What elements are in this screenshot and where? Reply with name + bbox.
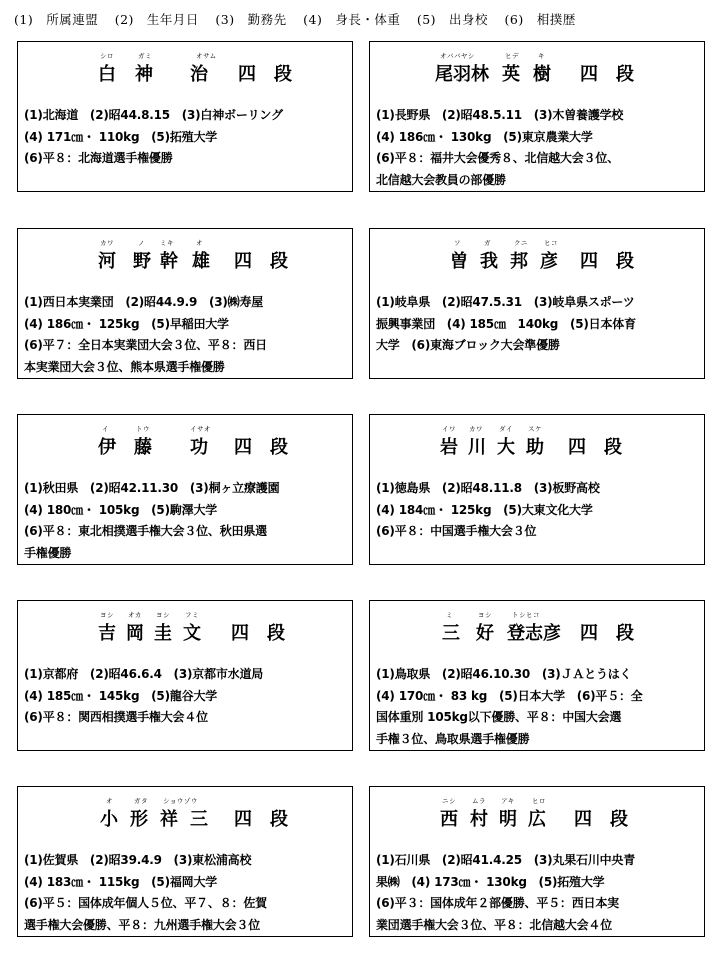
profile-text	[376, 850, 700, 936]
rank: 四 段	[234, 437, 288, 458]
name-char: 白	[98, 64, 116, 85]
profile-line: 国体重別 105kg以下優勝、平８：中国大会選	[376, 710, 622, 725]
legend-item: (5) 出身校	[416, 12, 489, 27]
wrestler-name	[18, 433, 352, 459]
name-char: 河	[98, 251, 116, 272]
furigana-reading: フミ	[185, 611, 199, 619]
rank: 四 段	[234, 251, 288, 272]
legend-item: (1) 所属連盟	[14, 12, 99, 27]
profile-line: (6)平５：国体成年個人５位、平７、８：佐賀	[24, 896, 267, 911]
furigana-reading: オカ	[128, 611, 142, 619]
profile-line: 本実業団大会３位、熊本県選手権優勝	[24, 359, 225, 374]
profile-text	[376, 105, 700, 191]
profile-text	[376, 664, 700, 750]
furigana-reading: カワ	[100, 239, 114, 247]
furigana-reading: ガミ	[138, 52, 152, 60]
profile-line: (1)北海道 (2)昭44.8.15 (3)白神ボーリング	[24, 108, 283, 122]
name-char: 雄	[192, 251, 210, 272]
wrestler-card	[369, 41, 705, 192]
furigana-reading: イ	[102, 425, 109, 433]
legend-item: (2) 生年月日	[114, 12, 199, 27]
profile-line: (6)平８：関西相撲選手権大会４位	[24, 710, 208, 725]
profile-line: (6)平８：東北相撲選手権大会３位、秋田県選	[24, 524, 267, 539]
profile-line: (1)岐阜県 (2)昭47.5.31 (3)岐阜県スポーツ	[376, 295, 635, 309]
name-char: 野	[133, 251, 151, 272]
name-char: 村	[470, 809, 488, 830]
furigana-reading: トシヒコ	[512, 611, 540, 619]
profile-line: (6)平８：中国選手権大会３位	[376, 524, 537, 539]
profile-line: (1)佐賀県 (2)昭39.4.9 (3)東松浦高校	[24, 853, 252, 867]
furigana-reading: キ	[538, 52, 545, 60]
name-char: 小	[100, 809, 118, 830]
furigana-reading: ヨシ	[156, 611, 170, 619]
wrestler-card	[17, 600, 353, 751]
wrestler-name	[370, 619, 704, 645]
profile-line: (6)平３：国体成年２部優勝、平５：西日本実	[376, 896, 619, 911]
wrestler-card	[369, 786, 705, 937]
profile-line: (4) 186㎝・ 125kg (5)早稲田大学	[24, 316, 229, 331]
wrestler-name	[370, 247, 704, 273]
legend-item: (4) 身長・体重	[303, 12, 401, 27]
furigana-reading: ガタ	[134, 797, 148, 805]
wrestler-name	[18, 619, 352, 645]
name-char: 曽	[450, 251, 468, 272]
name-char: 好	[476, 623, 494, 644]
furigana-reading: ニシ	[442, 797, 456, 805]
furigana-reading: ダイ	[499, 425, 513, 433]
name-char: 英	[502, 64, 520, 85]
name-char: 尾羽林	[435, 64, 489, 85]
furigana-reading: アキ	[501, 797, 515, 805]
furigana-reading: ガ	[484, 239, 491, 247]
name-char: 伊	[98, 437, 116, 458]
profile-line: (1)長野県 (2)昭48.5.11 (3)木曽養護学校	[376, 108, 624, 122]
wrestler-name	[18, 805, 352, 831]
profile-line: (4) 183㎝・ 115kg (5)福岡大学	[24, 874, 218, 889]
furigana-reading: ヒデ	[505, 52, 519, 60]
furigana-reading: ヒロ	[532, 797, 546, 805]
rank: 四 段	[568, 437, 622, 458]
field-legend	[14, 10, 704, 28]
furigana-reading: ヒコ	[544, 239, 558, 247]
profile-text	[24, 850, 348, 936]
profile-line: (4) 184㎝・ 125kg (5)大東文化大学	[376, 502, 593, 517]
furigana-reading: トウ	[136, 425, 150, 433]
furigana-reading: オサム	[196, 52, 217, 60]
profile-line: (1)石川県 (2)昭41.4.25 (3)丸果石川中央青	[376, 853, 636, 867]
furigana-reading: ショウゾウ	[163, 797, 198, 805]
furigana-reading: ミキ	[160, 239, 174, 247]
name-char: 治	[190, 64, 208, 85]
wrestler-card	[17, 228, 353, 379]
name-char: 文	[183, 623, 201, 644]
rank: 四 段	[580, 251, 634, 272]
wrestler-card	[17, 786, 353, 937]
profile-line: (6)平８：福井大会優秀８、北信越大会３位、	[376, 151, 619, 166]
profile-line: 大学 (6)東海ブロック大会準優勝	[376, 338, 560, 353]
wrestler-card	[369, 228, 705, 379]
name-char: 川	[468, 437, 486, 458]
name-char: 彦	[540, 251, 558, 272]
name-char: 樹	[533, 64, 551, 85]
name-char: 幹	[160, 251, 178, 272]
profile-line: (4) 170㎝・ 83 kg (5)日本大学 (6)平５：全	[376, 688, 643, 703]
furigana-reading: カワ	[469, 425, 483, 433]
profile-line: (1)京都府 (2)昭46.6.4 (3)京都市水道局	[24, 667, 264, 681]
wrestler-card	[369, 414, 705, 565]
legend-item: (3) 勤務先	[215, 12, 287, 27]
profile-line: (4) 186㎝・ 130kg (5)東京農業大学	[376, 129, 593, 144]
name-char: 我	[480, 251, 498, 272]
wrestler-name	[370, 805, 704, 831]
profile-line: (1)鳥取県 (2)昭46.10.30 (3)ＪＡとうはく	[376, 667, 632, 681]
wrestler-name	[18, 60, 352, 86]
rank: 四 段	[580, 623, 634, 644]
name-char: 功	[190, 437, 208, 458]
furigana-reading: スケ	[528, 425, 542, 433]
furigana-reading: イワ	[442, 425, 456, 433]
profile-line: (4) 171㎝・ 110kg (5)拓殖大学	[24, 129, 218, 144]
profile-line: (4) 180㎝・ 105kg (5)駒澤大学	[24, 502, 218, 517]
profile-text	[376, 478, 700, 543]
name-char: 圭	[154, 623, 172, 644]
furigana-reading: シロ	[100, 52, 114, 60]
profile-line: (1)秋田県 (2)昭42.11.30 (3)桐ヶ立療護園	[24, 481, 280, 495]
name-char: 邦	[510, 251, 528, 272]
rank: 四 段	[238, 64, 292, 85]
name-char: 三	[442, 623, 460, 644]
profile-line: 果㈱ (4) 173㎝・ 130kg (5)拓殖大学	[376, 874, 605, 889]
profile-line: (1)西日本実業団 (2)昭44.9.9 (3)㈱寿屋	[24, 295, 264, 309]
profile-line: 手権３位、鳥取県選手権優勝	[376, 731, 530, 746]
name-char: 祥	[160, 809, 178, 830]
name-char: 形	[130, 809, 148, 830]
rank: 四 段	[580, 64, 634, 85]
furigana-reading: イサオ	[190, 425, 211, 433]
furigana-reading: オ	[196, 239, 203, 247]
profile-line: (6)平７：全日本実業団大会３位、平８：西日	[24, 338, 267, 353]
rank: 四 段	[574, 809, 628, 830]
profile-text	[24, 478, 348, 564]
furigana-reading: ヨシ	[478, 611, 492, 619]
name-char: 西	[440, 809, 458, 830]
furigana-reading: ムラ	[472, 797, 486, 805]
profile-line: (1)徳島県 (2)昭48.11.8 (3)板野高校	[376, 481, 600, 495]
name-char: 岩	[440, 437, 458, 458]
wrestler-card	[369, 600, 705, 751]
profile-line: (6)平８：北海道選手権優勝	[24, 151, 173, 166]
profile-line: 北信越大会教員の部優勝	[376, 172, 506, 187]
wrestler-card	[17, 414, 353, 565]
wrestler-card	[17, 41, 353, 192]
furigana-reading: ノ	[138, 239, 145, 247]
profile-line: 選手権大会優勝、平８：九州選手権大会３位	[24, 917, 261, 932]
profile-text	[24, 105, 348, 170]
name-char: 三	[190, 809, 208, 830]
profile-text	[24, 664, 348, 729]
name-char: 岡	[126, 623, 144, 644]
furigana-reading: ヨシ	[100, 611, 114, 619]
furigana-reading: ソ	[454, 239, 461, 247]
name-char: 大	[497, 437, 515, 458]
name-char: 広	[528, 809, 546, 830]
furigana-reading: クニ	[514, 239, 528, 247]
wrestler-name	[18, 247, 352, 273]
furigana-reading: オ	[106, 797, 113, 805]
furigana-reading: ミ	[446, 611, 453, 619]
profile-line: 業団選手権大会３位、平８：北信越大会４位	[376, 917, 613, 932]
name-char: 吉	[98, 623, 116, 644]
name-char: 藤	[134, 437, 152, 458]
name-char: 明	[499, 809, 517, 830]
profile-text	[376, 292, 700, 357]
profile-line: (4) 185㎝・ 145kg (5)龍谷大学	[24, 688, 218, 703]
profile-text	[24, 292, 348, 378]
rank: 四 段	[231, 623, 285, 644]
profile-line: 振興事業団 (4) 185㎝ 140kg (5)日本体育	[376, 316, 636, 331]
name-char: 登志彦	[507, 623, 561, 644]
profile-line: 手権優勝	[24, 545, 72, 560]
legend-item: (6) 相撲歴	[504, 12, 576, 27]
furigana-reading: オババヤシ	[440, 52, 475, 60]
rank: 四 段	[234, 809, 288, 830]
wrestler-name	[370, 60, 704, 86]
name-char: 神	[135, 64, 153, 85]
wrestler-name	[370, 433, 704, 459]
name-char: 助	[526, 437, 544, 458]
